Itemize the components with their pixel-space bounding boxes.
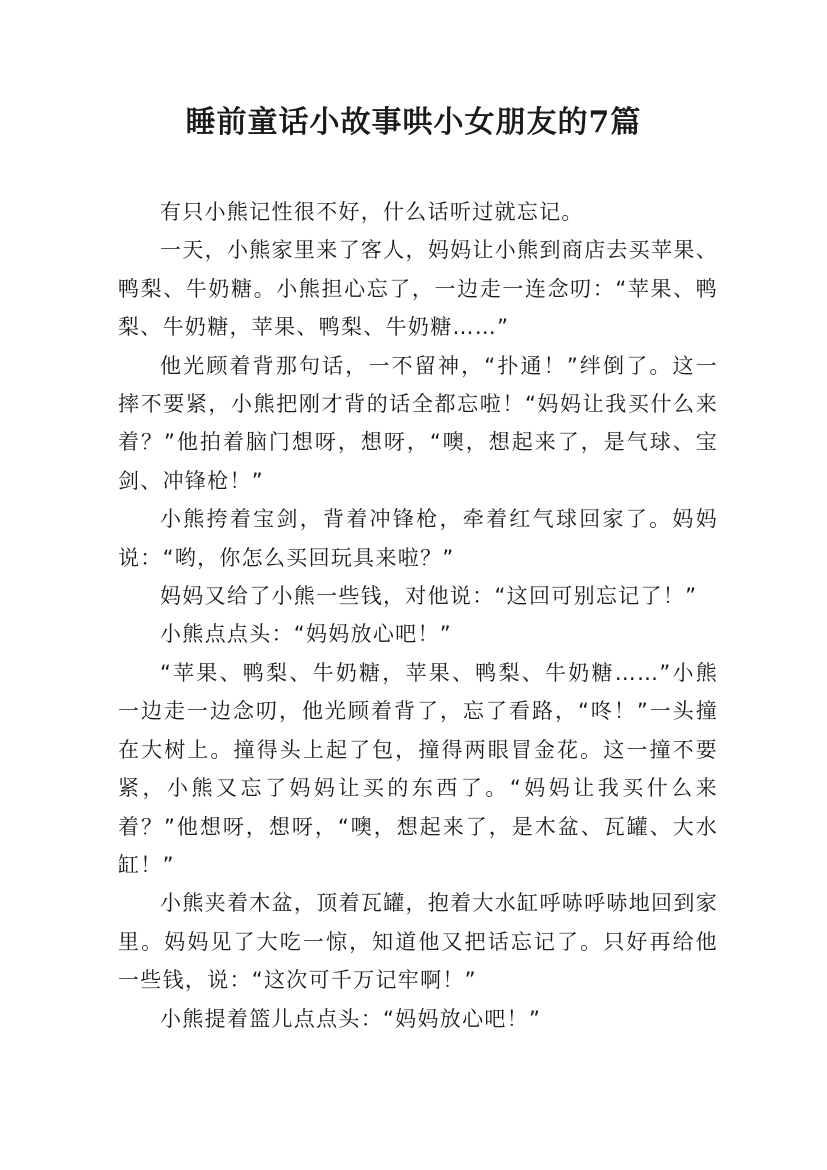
paragraph: 妈妈又给了小熊一些钱，对他说：“这回可别忘记了！” <box>160 584 698 609</box>
document-title: 睡前童话小故事哄小女朋友的7篇 <box>185 105 642 140</box>
paragraph: 他光顾着背那句话，一不留神，“扑通！”绊倒了。这一摔不要紧，小熊把刚才背的话全都忘啦！“妈妈让我买什么来着？”他拍着脑门想呀，想呀，“噢，想起来了，是气球、宝剑、冲锋枪！” <box>118 353 718 493</box>
document-body <box>118 193 718 1038</box>
paragraph: 小熊点点头：“妈妈放心吧！” <box>160 622 452 647</box>
paragraph: 小熊提着篮儿点点头：“妈妈放心吧！” <box>160 1006 542 1031</box>
paragraph: 一天，小熊家里来了客人，妈妈让小熊到商店去买苹果、鸭梨、牛奶糖。小熊担心忘了，一边走一连念叨：“苹果、鸭梨、牛奶糖，苹果、鸭梨、牛奶糖……” <box>118 238 718 340</box>
paragraph: 小熊夹着木盆，顶着瓦罐，抱着大水缸呼哧呼哧地回到家里。妈妈见了大吃一惊，知道他又把话忘记了。只好再给他一些钱，说：“这次可千万记牢啊！” <box>118 891 718 993</box>
paragraph: “苹果、鸭梨、牛奶糖，苹果、鸭梨、牛奶糖……”小熊一边走一边念叨，他光顾着背了，忘了看路，“咚！”一头撞在大树上。撞得头上起了包，撞得两眼冒金花。这一撞不要紧，小熊又忘了妈妈让买的东西了。“妈妈让我买什么来着？”他想呀，想呀，“噢，想起来了，是木盆、瓦罐、大水缸！” <box>118 660 718 877</box>
paragraph: 小熊挎着宝剑，背着冲锋枪，牵着红气球回家了。妈妈说：“哟，你怎么买回玩具来啦？” <box>118 507 718 570</box>
paragraph: 有只小熊记性很不好，什么话听过就忘记。 <box>160 200 584 224</box>
